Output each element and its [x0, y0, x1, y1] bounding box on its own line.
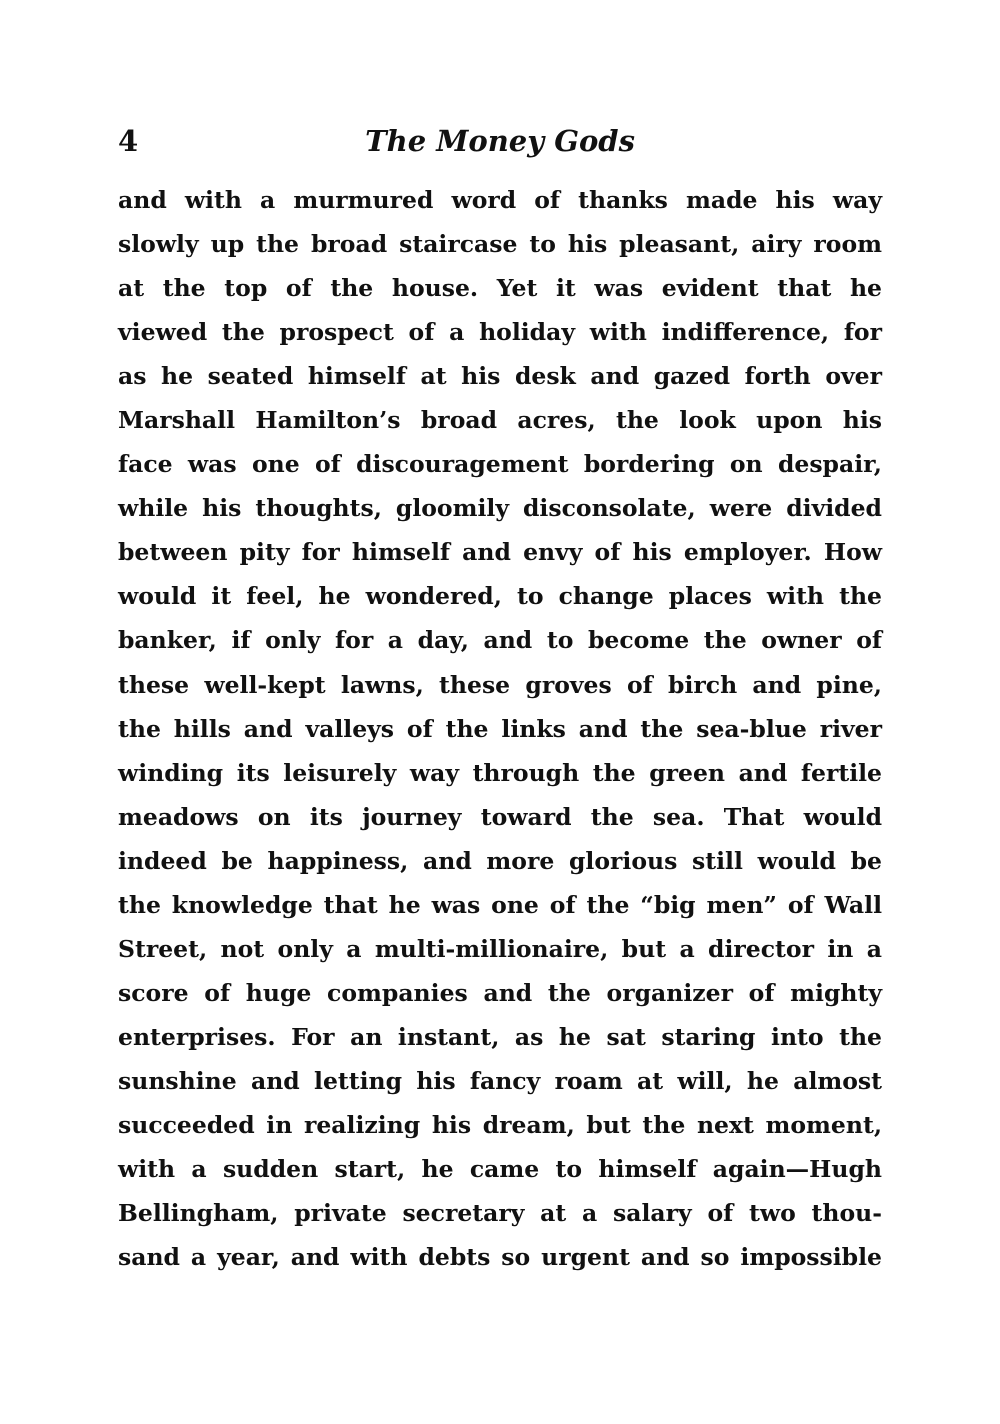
body-text	[118, 178, 882, 1279]
text-line: these well-kept lawns, these groves of birch and pine,	[118, 670, 882, 699]
text-line: Bellingham, private secretary at a salary of two thou-	[118, 1199, 882, 1228]
text-line: banker, if only for a day, and to become the owner of	[118, 626, 882, 655]
text-line: Street, not only a multi-millionaire, but a director in a	[118, 934, 882, 963]
text-line: score of huge companies and the organizer of mighty	[118, 978, 882, 1007]
text-line: indeed be happiness, and more glorious still would be	[118, 846, 882, 875]
running-head	[118, 118, 882, 164]
page-number: 4	[118, 124, 139, 158]
text-line: meadows on its journey toward the sea. That would	[118, 802, 882, 831]
text-line: sunshine and letting his fancy roam at will, he almost	[118, 1066, 882, 1095]
text-line: Marshall Hamilton’s broad acres, the look upon his	[118, 406, 882, 435]
text-line: while his thoughts, gloomily disconsolate, were divided	[118, 494, 882, 523]
text-line: with a sudden start, he came to himself again—Hugh	[118, 1155, 882, 1184]
text-line: the knowledge that he was one of the “big men” of Wall	[118, 890, 882, 919]
text-line: enterprises. For an instant, as he sat staring into the	[118, 1022, 882, 1051]
text-line: face was one of discouragement bordering on despair,	[118, 450, 882, 479]
text-line: between pity for himself and envy of his employer. How	[118, 538, 882, 567]
text-line: would it feel, he wondered, to change places with the	[118, 582, 882, 611]
text-line: succeeded in realizing his dream, but the next moment,	[118, 1110, 882, 1139]
text-line: and with a murmured word of thanks made his way	[118, 186, 882, 214]
text-line: as he seated himself at his desk and gazed forth over	[118, 362, 882, 391]
text-line: viewed the prospect of a holiday with indifference, for	[118, 318, 882, 347]
running-title: The Money Gods	[365, 124, 635, 158]
text-line: winding its leisurely way through the green and fertile	[118, 758, 882, 787]
text-line: at the top of the house. Yet it was evident that he	[118, 274, 882, 303]
text-line: sand a year, and with debts so urgent and so impossible	[118, 1243, 882, 1272]
text-line: slowly up the broad staircase to his pleasant, airy room	[118, 230, 882, 259]
text-line: the hills and valleys of the links and the sea-blue river	[118, 714, 882, 743]
